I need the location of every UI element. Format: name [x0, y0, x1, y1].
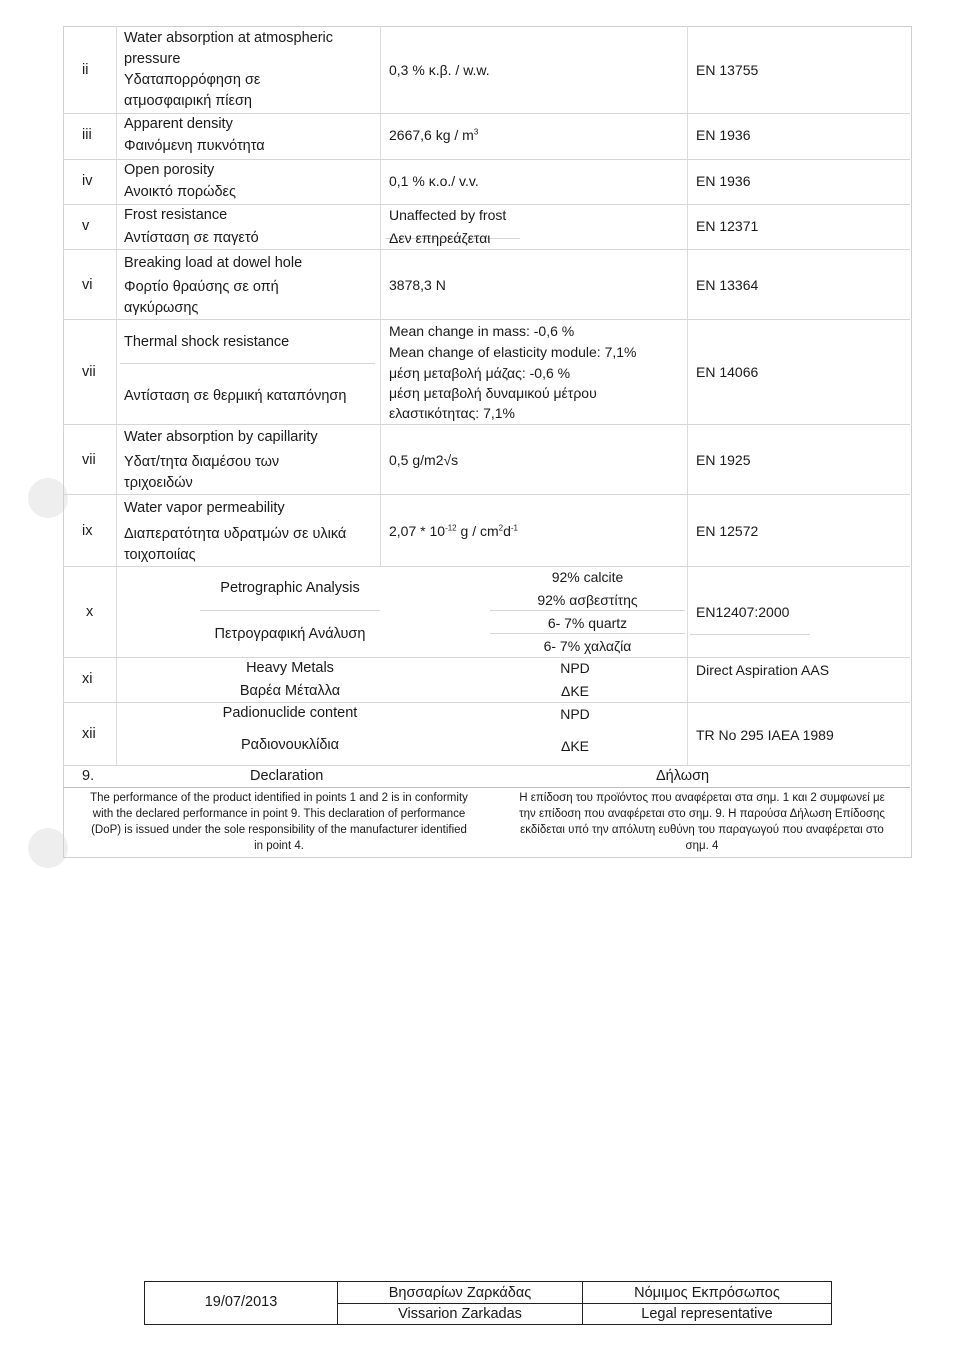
property-value: μέση μεταβολή μάζας: -0,6 %: [389, 365, 571, 381]
property-label: Heavy Metals: [246, 660, 334, 676]
property-value: 3878,3 N: [389, 277, 446, 293]
property-label: Αντίσταση σε θερμική καταπόνηση: [124, 388, 347, 404]
property-value: Unaffected by frost: [389, 207, 507, 223]
signatory-role-gr: Νόμιμος Εκπρόσωπος: [634, 1285, 780, 1301]
property-label: Open porosity: [124, 162, 215, 178]
property-value: ελαστικότητας: 7,1%: [389, 405, 515, 421]
property-label: Frost resistance: [124, 207, 228, 223]
property-label: Water absorption by capillarity: [124, 429, 318, 445]
test-standard: EN 12572: [696, 523, 759, 539]
property-value: NPD: [560, 660, 590, 676]
row-number: ix: [82, 523, 93, 539]
property-value: NPD: [560, 706, 590, 722]
row-divider: [63, 566, 910, 567]
row-number: xii: [82, 726, 96, 742]
cell-divider: [690, 634, 810, 635]
property-value: 2667,6 kg / $m^3$: [389, 127, 479, 143]
declaration-text-en: The performance of the product identified in points 1 and 2 is in conformity: [90, 792, 468, 804]
row-number: xi: [82, 671, 93, 687]
punch-hole-mark: [28, 478, 68, 518]
row-divider: [63, 657, 910, 658]
row-number: v: [82, 218, 90, 234]
declaration-text-en: with the declared performance in point 9. This declaration of performance: [92, 808, 466, 820]
test-standard: EN 14066: [696, 364, 759, 380]
property-label: Petrographic Analysis: [220, 580, 360, 596]
property-value: ΔΚΕ: [560, 683, 590, 699]
column-divider: [687, 26, 688, 766]
property-label: Υδατ/τητα διαμέσου των: [124, 454, 280, 470]
signatory-name-en: Vissarion Zarkadas: [398, 1306, 522, 1322]
property-label: Ανοικτό πορώδες: [124, 184, 236, 200]
property-value: Mean change of elasticity module: 7,1%: [389, 344, 637, 360]
signatory-role-en: Legal representative: [641, 1306, 773, 1322]
section-divider: [63, 787, 910, 788]
row-number: vii: [82, 364, 96, 380]
row-number: x: [86, 604, 94, 620]
property-label: Padionuclide content: [222, 705, 358, 721]
property-value: 6- 7% χαλαζία: [543, 638, 632, 654]
row-divider: [63, 702, 910, 703]
property-value: 0,5 g/m2√s: [389, 452, 459, 468]
property-label: Breaking load at dowel hole: [124, 255, 303, 271]
row-divider: [63, 424, 910, 425]
row-number: iii: [82, 127, 92, 143]
punch-hole-mark: [28, 828, 68, 868]
property-label: Apparent density: [124, 116, 233, 132]
test-standard: Direct Aspiration AAS: [696, 662, 830, 678]
property-value: 0,1 % κ.ο./ v.v.: [389, 173, 479, 189]
signature-role-cell: [583, 1282, 831, 1324]
property-label: Ραδιονουκλίδια: [240, 737, 340, 753]
signatory-name-gr: Βησσαρίων Ζαρκάδας: [388, 1285, 532, 1301]
declaration-text-en: (DoP) is issued under the sole responsibility of the manufacturer identified: [91, 824, 467, 836]
property-label: Φορτίο θραύσης σε οπή: [124, 279, 279, 295]
property-value: 92% calcite: [551, 569, 624, 585]
property-label: Υδαταπορρόφηση σε: [124, 72, 261, 88]
property-label: Αντίσταση σε παγετό: [124, 230, 259, 246]
property-label: Βαρέα Μέταλλα: [239, 683, 341, 699]
column-divider: [380, 26, 381, 566]
property-value: μέση μεταβολή δυναμικού μέτρου: [389, 385, 597, 401]
row-divider: [63, 319, 910, 320]
signature-table: [144, 1281, 832, 1325]
declaration-text-en: in point 4.: [254, 840, 304, 852]
property-value: ΔΚΕ: [560, 738, 590, 754]
row-number: vi: [82, 277, 93, 293]
property-label: τριχοειδών: [124, 475, 193, 491]
declaration-text-gr: την επίδοση που αναφέρεται στο σημ. 9. Η παρούσα Δήλωση Επίδοσης: [519, 808, 885, 820]
section-number: 9.: [82, 768, 95, 784]
test-standard: TR No 295 IAEA 1989: [696, 727, 834, 743]
test-standard: EN 13755: [696, 62, 759, 78]
property-label: Φαινόμενη πυκνότητα: [124, 138, 265, 154]
row-number: vii: [82, 452, 96, 468]
column-divider: [116, 26, 117, 766]
row-divider: [63, 494, 910, 495]
cell-divider: [120, 363, 375, 364]
property-label: Water vapor permeability: [124, 500, 285, 516]
test-standard: EN12407:2000: [696, 604, 790, 620]
declaration-text-gr: Η επίδοση του προϊόντος που αναφέρεται στα σημ. 1 και 2 συμφωνεί με: [519, 792, 885, 804]
row-divider: [63, 249, 910, 250]
declaration-text-gr: εκδίδεται υπό την απόλυτη ευθύνη του παραγωγού που αναφέρεται στο: [520, 824, 884, 836]
test-standard: EN 1925: [696, 452, 751, 468]
property-label: Διαπερατότητα υδρατμών σε υλικά: [124, 526, 347, 542]
test-standard: EN 13364: [696, 277, 759, 293]
property-value: 0,3 % κ.β. / w.w.: [389, 62, 490, 78]
property-label: τοιχοποιίας: [124, 547, 196, 563]
cell-divider: [200, 610, 380, 611]
declaration-title-en: Declaration: [250, 768, 324, 784]
property-label: pressure: [124, 51, 181, 67]
row-divider: [63, 765, 910, 766]
signature-name-cell: [338, 1282, 583, 1324]
row-number: ii: [82, 62, 89, 78]
property-value: 92% ασβεστίτης: [537, 592, 638, 608]
property-value: $2,07 * 10^{-12}$ g / $cm^2d^{-1}$: [389, 523, 519, 539]
declaration-title-gr: Δήλωση: [656, 768, 710, 784]
test-standard: EN 1936: [696, 127, 751, 143]
property-value: Mean change in mass: -0,6 %: [389, 323, 575, 339]
property-label: αγκύρωσης: [124, 300, 199, 316]
property-label: ατμοσφαιρική πίεση: [124, 93, 253, 109]
property-value: 6- 7% quartz: [547, 615, 628, 631]
test-standard: EN 12371: [696, 218, 759, 234]
test-standard: EN 1936: [696, 173, 751, 189]
property-label: Πετρογραφική Ανάλυση: [214, 626, 366, 642]
property-value: Δεν επηρεάζεται: [389, 230, 491, 246]
signature-date: 19/07/2013: [204, 1294, 278, 1310]
property-label: Water absorption at atmospheric: [124, 30, 334, 46]
property-label: Thermal shock resistance: [124, 334, 290, 350]
row-number: iv: [82, 173, 93, 189]
signature-date-cell: [145, 1282, 338, 1324]
declaration-text-gr: σημ. 4: [685, 840, 719, 852]
